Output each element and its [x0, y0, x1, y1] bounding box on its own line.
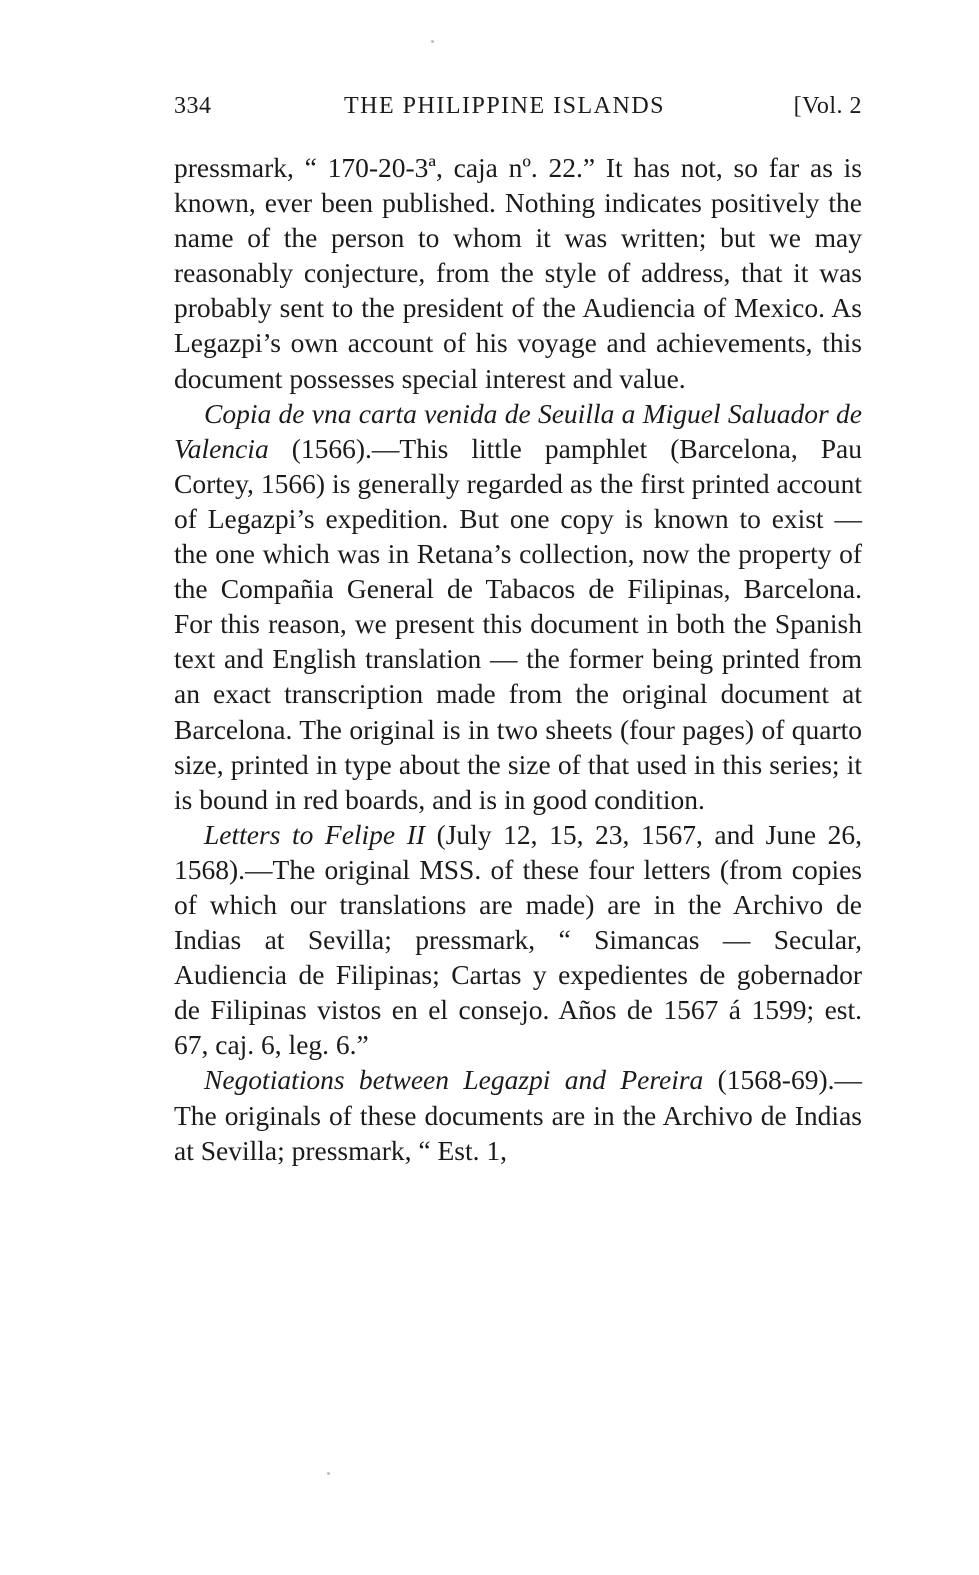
running-title: THE PHILIPPINE ISLANDS [344, 93, 665, 119]
paragraph [174, 396, 862, 817]
paragraph [174, 817, 862, 1063]
body-text [174, 150, 862, 1168]
paragraph-text: (July 12, 15, 23, 1567, and June 26, 1568).—The original MSS. of these four letters (from copies of which our translations are made) are in the Archivo de Indias at Sevilla; pressmark, “ Simancas — Secular, Audiencia de Filipinas; Cartas y expedientes de gobernador de Filipinas vistos en el consejo. Años de 1567 á 1599; est. 67, caj. 6, leg. 6.” [174, 818, 862, 1061]
work-title: Copia de vna carta venida de Seuilla a Miguel Saluador de Valencia [174, 397, 862, 464]
paragraph [174, 1062, 862, 1167]
running-header [174, 93, 862, 129]
paper-speck [431, 40, 434, 43]
volume-label: [Vol. 2 [793, 93, 862, 119]
work-title: Letters to Felipe II [204, 818, 426, 850]
paragraph-text: pressmark, “ 170-20-3ª, caja nº. 22.” It has not, so far as is known, ever been published. Nothing indicates positively the name of the person to whom it was written; but we may reasonably conjecture, from the style of address, that it was probably sent to the president of the Audiencia of Mexico. As Legazpi’s own account of his voyage and achievements, this document possesses special interest and value. [174, 152, 862, 394]
page-number: 334 [174, 93, 212, 119]
paper-speck [327, 1472, 330, 1475]
paragraph [174, 150, 862, 396]
paragraph-text: (1568-69).—The originals of these documents are in the Archivo de Indias at Sevilla; pressmark, “ Est. 1, [174, 1064, 862, 1166]
work-title: Negotiations between Legazpi and Pereira [204, 1064, 704, 1096]
paragraph-text: (1566).—This little pamphlet (Barcelona, Pau Cortey, 1566) is generally regarded as the first printed account of Legazpi’s expedition. But one copy is known to exist — the one which was in Retana’s collection, now the property of the Compañia General de Tabacos de Filipinas, Barcelona. For this reason, we present this document in both the Spanish text and English translation — the former being printed from an exact transcription made from the original document at Barcelona. The original is in two sheets (four pages) of quarto size, printed in type about the size of that used in this series; it is bound in red boards, and is in good condition. [174, 432, 862, 815]
